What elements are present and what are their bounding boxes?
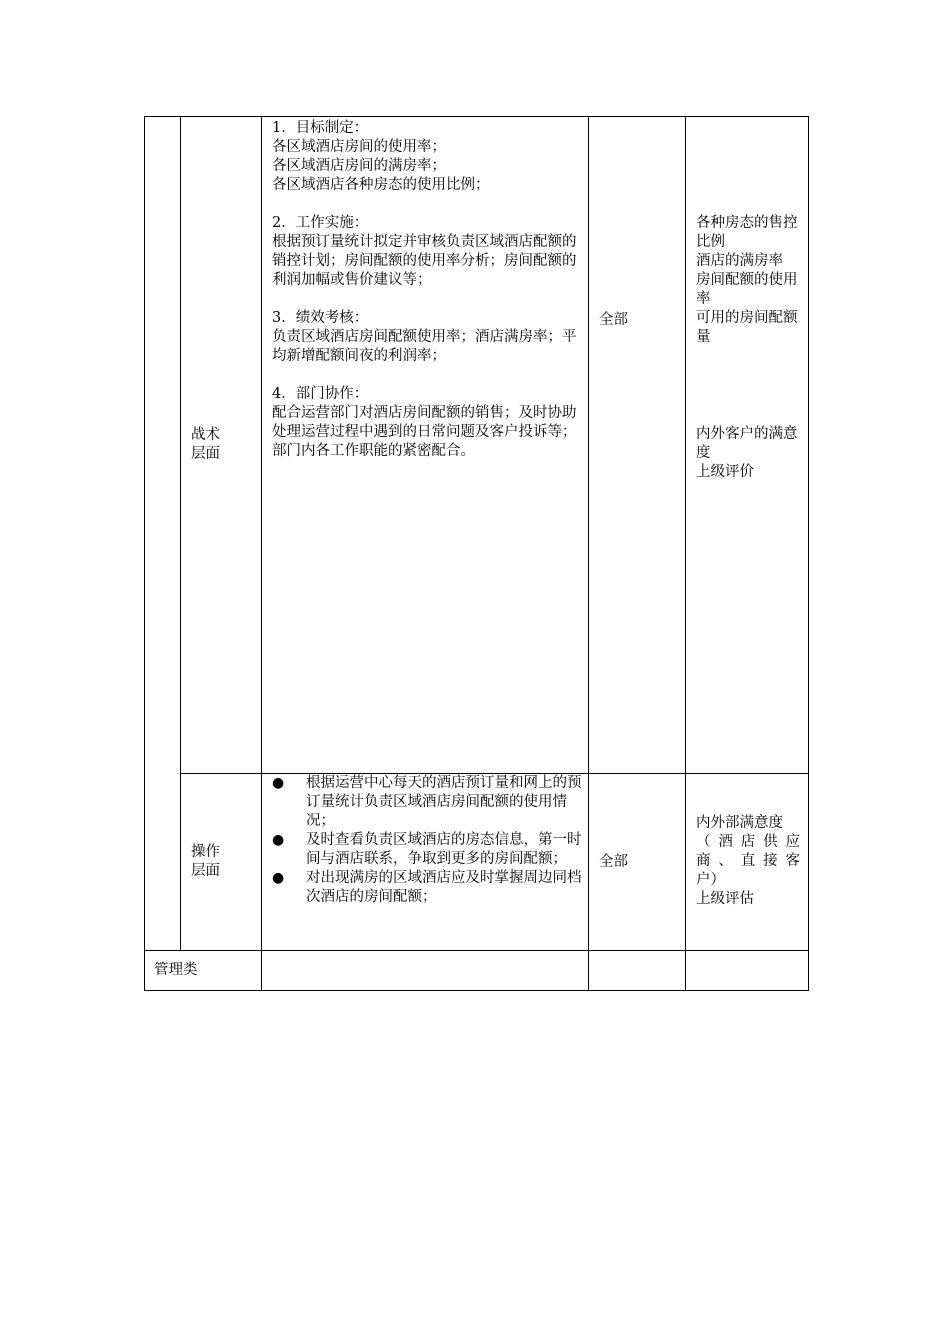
- operational-bullet: ● 根据运营中心每天的酒店预订量和网上的预订量统计负责区域酒店房间配额的使用情况；: [272, 774, 582, 831]
- operational-bullet: ● 对出现满房的区域酒店应及时掌握周边同档次酒店的房间配额；: [272, 869, 582, 907]
- implementation-text: 根据预订量统计拟定并审核负责区域酒店配额的销控计划；房间配额的使用率分析；房间配额的利润加幅或售价建议等；: [272, 234, 577, 288]
- operational-duties-cell: [262, 774, 589, 951]
- implementation-heading: 2．工作实施：: [272, 215, 369, 231]
- operational-scope: 全部: [599, 853, 628, 870]
- category-cell: [145, 117, 181, 951]
- tactical-indicators-b: 内外客户的满意度 上级评价: [696, 426, 798, 480]
- management-duties-cell: [262, 951, 589, 991]
- tactical-indicators-a: 各种房态的售控比例 酒店的满房率 房间配额的使用率 可用的房间配额量: [696, 215, 798, 345]
- collaboration-heading: 4．部门协作：: [272, 386, 369, 402]
- operational-indicators-cell: [686, 774, 809, 951]
- management-label: 管理类: [154, 962, 198, 978]
- operational-level-label: 操作层面: [191, 844, 220, 879]
- management-label-cell: [145, 951, 262, 991]
- operational-bullet: ● 及时查看负责区域酒店的房态信息，第一时间与酒店联系，争取到更多的房间配额；: [272, 831, 582, 869]
- tactical-duties-cell: [262, 117, 589, 774]
- goal-heading: 1．目标制定：: [272, 120, 369, 136]
- tactical-row: [145, 117, 809, 774]
- management-indicators-cell: [686, 951, 809, 991]
- management-scope-cell: [589, 951, 686, 991]
- assessment-heading: 3．绩效考核：: [272, 310, 369, 326]
- operational-indicator-line: 户）: [696, 872, 725, 888]
- operational-row: [145, 774, 809, 951]
- implementation-section: [272, 214, 582, 290]
- tactical-level-label: 战术层面: [191, 427, 220, 462]
- assessment-section: [272, 309, 582, 366]
- goal-line: 各区域酒店各种房态的使用比例；: [272, 177, 490, 193]
- operational-indicator-line: 内外部满意度: [696, 815, 783, 831]
- operational-level-cell: [181, 774, 262, 951]
- job-duty-table: [144, 116, 809, 991]
- management-row: [145, 951, 809, 991]
- assessment-text: 负责区域酒店房间配额使用率；酒店满房率；平均新增配额间夜的利润率；: [272, 329, 577, 364]
- operational-indicator-line: 商、直接客: [696, 853, 800, 869]
- operational-scope-cell: [589, 774, 686, 951]
- goal-line: 各区域酒店房间的使用率；: [272, 139, 446, 155]
- goal-line: 各区域酒店房间的满房率；: [272, 158, 446, 174]
- operational-indicator-line: （酒店供应: [696, 834, 800, 850]
- operational-bullets: [272, 774, 582, 907]
- collaboration-section: [272, 385, 582, 461]
- tactical-indicators-cell: [686, 117, 809, 774]
- tactical-scope-cell: [589, 117, 686, 774]
- tactical-scope: 全部: [599, 312, 628, 328]
- goal-section: [272, 119, 582, 195]
- operational-indicator-line: 上级评估: [696, 891, 754, 907]
- tactical-level-cell: [181, 117, 262, 774]
- collaboration-text: 配合运营部门对酒店房间配额的销售；及时协助处理运营过程中遇到的日常问题及客户投诉等；部门内各工作职能的紧密配合。: [272, 405, 577, 459]
